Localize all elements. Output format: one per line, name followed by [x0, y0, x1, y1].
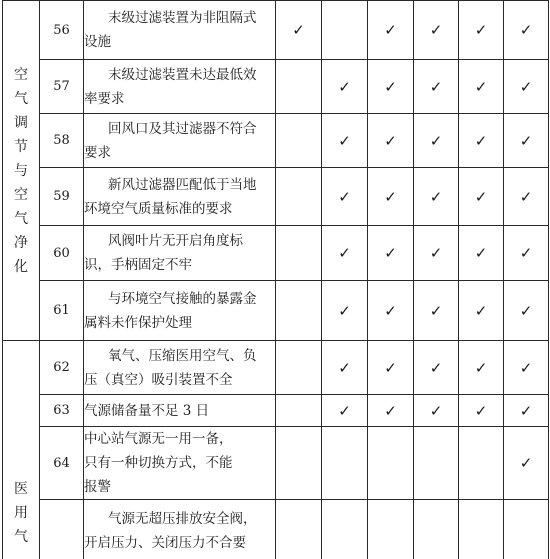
description-line: 回风口及其过滤器不符合 [108, 120, 257, 137]
table-row [3, 114, 549, 168]
regulation-table [2, 0, 549, 559]
row-number [40, 500, 84, 559]
check-cell [504, 226, 549, 281]
row-description [84, 1, 276, 60]
description-line: 报警 [84, 479, 111, 495]
check-cell [504, 168, 549, 226]
checkmark-icon: ✓ [384, 401, 397, 420]
description-line: 风阀叶片无开启角度标 [108, 233, 243, 249]
check-cell [459, 427, 504, 500]
check-cell [368, 114, 414, 168]
check-cell [322, 500, 368, 559]
description-line: 末级过滤装置未达最低效 [108, 66, 257, 83]
checkmark-icon: ✓ [519, 358, 533, 377]
checkmark-icon: ✓ [384, 131, 397, 150]
table-row [3, 395, 549, 427]
checkmark-icon: ✓ [474, 77, 488, 96]
description-line: 开启压力、关闭压力不合要 [84, 535, 246, 551]
check-cell [414, 114, 459, 168]
description-line: 气源无超压排放安全阀， [108, 511, 257, 527]
check-cell [459, 1, 504, 60]
check-cell [459, 60, 504, 114]
check-cell [276, 281, 322, 341]
check-cell [459, 168, 504, 226]
row-number: 57 [40, 60, 84, 114]
check-cell [504, 500, 549, 559]
check-cell [368, 1, 414, 60]
checkmark-icon: ✓ [474, 244, 488, 262]
check-cell [504, 281, 549, 341]
description-line: 环境空气质量标准的要求 [84, 200, 233, 217]
check-cell [459, 395, 504, 427]
check-cell [368, 341, 414, 395]
checkmark-icon: ✓ [519, 187, 533, 206]
check-cell [459, 281, 504, 341]
check-cell [322, 427, 368, 500]
check-cell [504, 1, 549, 60]
check-cell [459, 341, 504, 395]
checkmark-icon: ✓ [338, 77, 351, 96]
description-line: 率要求 [84, 90, 125, 107]
check-cell [414, 427, 459, 500]
checkmark-icon: ✓ [429, 358, 443, 377]
check-cell [368, 168, 414, 226]
checkmark-icon: ✓ [384, 358, 397, 377]
checkmark-icon: ✓ [384, 244, 397, 262]
row-number: 64 [40, 427, 84, 500]
checkmark-icon: ✓ [292, 21, 305, 39]
check-cell [504, 395, 549, 427]
description-line: 中心站气源无一用一备， [84, 431, 233, 447]
check-cell [276, 60, 322, 114]
checkmark-icon: ✓ [519, 21, 533, 39]
checkmark-icon: ✓ [338, 244, 351, 262]
description-line: 末级过滤装置为非阻隔式 [108, 10, 257, 26]
table-row [3, 500, 549, 559]
description-line: 设施 [84, 34, 111, 50]
check-cell [368, 427, 414, 500]
checkmark-icon: ✓ [338, 401, 351, 420]
checkmark-icon: ✓ [519, 301, 533, 320]
row-number: 60 [40, 226, 84, 281]
description-line: 只有一种切换方式，不能 [84, 455, 233, 471]
row-description [84, 226, 276, 281]
check-cell [368, 281, 414, 341]
checkmark-icon: ✓ [429, 131, 443, 150]
check-cell [322, 114, 368, 168]
checkmark-icon: ✓ [519, 131, 533, 150]
checkmark-icon: ✓ [429, 244, 443, 262]
check-cell [504, 341, 549, 395]
checkmark-icon: ✓ [429, 301, 443, 320]
checkmark-icon: ✓ [338, 358, 351, 377]
checkmark-icon: ✓ [519, 244, 533, 262]
check-cell [414, 395, 459, 427]
checkmark-icon: ✓ [384, 77, 397, 96]
table-row [3, 226, 549, 281]
check-cell [368, 60, 414, 114]
check-cell [322, 395, 368, 427]
checkmark-icon: ✓ [519, 77, 533, 96]
checkmark-icon: ✓ [429, 401, 443, 420]
check-cell [414, 281, 459, 341]
checkmark-icon: ✓ [429, 187, 443, 206]
description-line: 属料未作保护处理 [84, 314, 192, 331]
table-body [3, 1, 549, 559]
check-cell [414, 168, 459, 226]
check-cell [414, 1, 459, 60]
checkmark-icon: ✓ [474, 401, 488, 420]
description-line: 氧气、压缩医用空气、负 [108, 347, 257, 364]
check-cell [322, 60, 368, 114]
check-cell [276, 1, 322, 60]
checkmark-icon: ✓ [519, 401, 533, 420]
check-cell [368, 395, 414, 427]
description-line: 新风过滤器匹配低于当地 [108, 176, 257, 193]
row-description [84, 395, 276, 427]
row-description [84, 168, 276, 226]
description-line: 气源储备量不足 3 日 [84, 402, 210, 419]
check-cell [322, 341, 368, 395]
check-cell [276, 395, 322, 427]
check-cell [504, 114, 549, 168]
checkmark-icon: ✓ [474, 187, 488, 206]
check-cell [459, 226, 504, 281]
row-description [84, 427, 276, 500]
check-cell [459, 114, 504, 168]
check-cell [276, 226, 322, 281]
check-cell [414, 500, 459, 559]
check-cell [414, 341, 459, 395]
table-row [3, 168, 549, 226]
check-cell [322, 226, 368, 281]
checkmark-icon: ✓ [338, 187, 351, 206]
check-cell [414, 60, 459, 114]
row-number: 61 [40, 281, 84, 341]
checkmark-icon: ✓ [384, 301, 397, 320]
check-cell [322, 1, 368, 60]
row-number: 58 [40, 114, 84, 168]
check-cell [276, 427, 322, 500]
row-description [84, 500, 276, 559]
check-cell [459, 500, 504, 559]
description-line: 与环境空气接触的暴露金 [108, 290, 257, 307]
checkmark-icon: ✓ [474, 131, 488, 150]
row-number: 59 [40, 168, 84, 226]
check-cell [322, 281, 368, 341]
row-number: 62 [40, 341, 84, 395]
check-cell [368, 500, 414, 559]
checkmark-icon: ✓ [384, 21, 397, 39]
table-row [3, 1, 549, 60]
row-description [84, 281, 276, 341]
checkmark-icon: ✓ [474, 301, 488, 320]
table-row [3, 341, 549, 395]
checkmark-icon: ✓ [429, 21, 443, 39]
check-cell [368, 226, 414, 281]
check-cell [322, 168, 368, 226]
checkmark-icon: ✓ [474, 358, 488, 377]
check-cell [276, 341, 322, 395]
row-description [84, 341, 276, 395]
check-cell [276, 114, 322, 168]
check-cell [276, 500, 322, 559]
checkmark-icon: ✓ [338, 131, 351, 150]
row-number: 56 [40, 1, 84, 60]
row-description [84, 60, 276, 114]
description-line: 要求 [84, 144, 111, 161]
description-line: 压（真空）吸引装置不全 [84, 371, 233, 388]
section-label: 医 用 气 [3, 341, 40, 559]
row-number: 63 [40, 395, 84, 427]
description-line: 识，手柄固定不牢 [84, 257, 192, 273]
table-row [3, 281, 549, 341]
checkmark-icon: ✓ [384, 187, 397, 206]
check-cell [504, 60, 549, 114]
row-description [84, 114, 276, 168]
checkmark-icon: ✓ [338, 301, 351, 320]
check-cell [504, 427, 549, 500]
check-cell [414, 226, 459, 281]
table-row [3, 427, 549, 500]
section-label: 空 气 调 节 与 空 气 净 化 [3, 1, 40, 341]
checkmark-icon: ✓ [474, 21, 488, 39]
checkmark-icon: ✓ [519, 454, 533, 472]
check-cell [276, 168, 322, 226]
checkmark-icon: ✓ [429, 77, 443, 96]
table-row [3, 60, 549, 114]
